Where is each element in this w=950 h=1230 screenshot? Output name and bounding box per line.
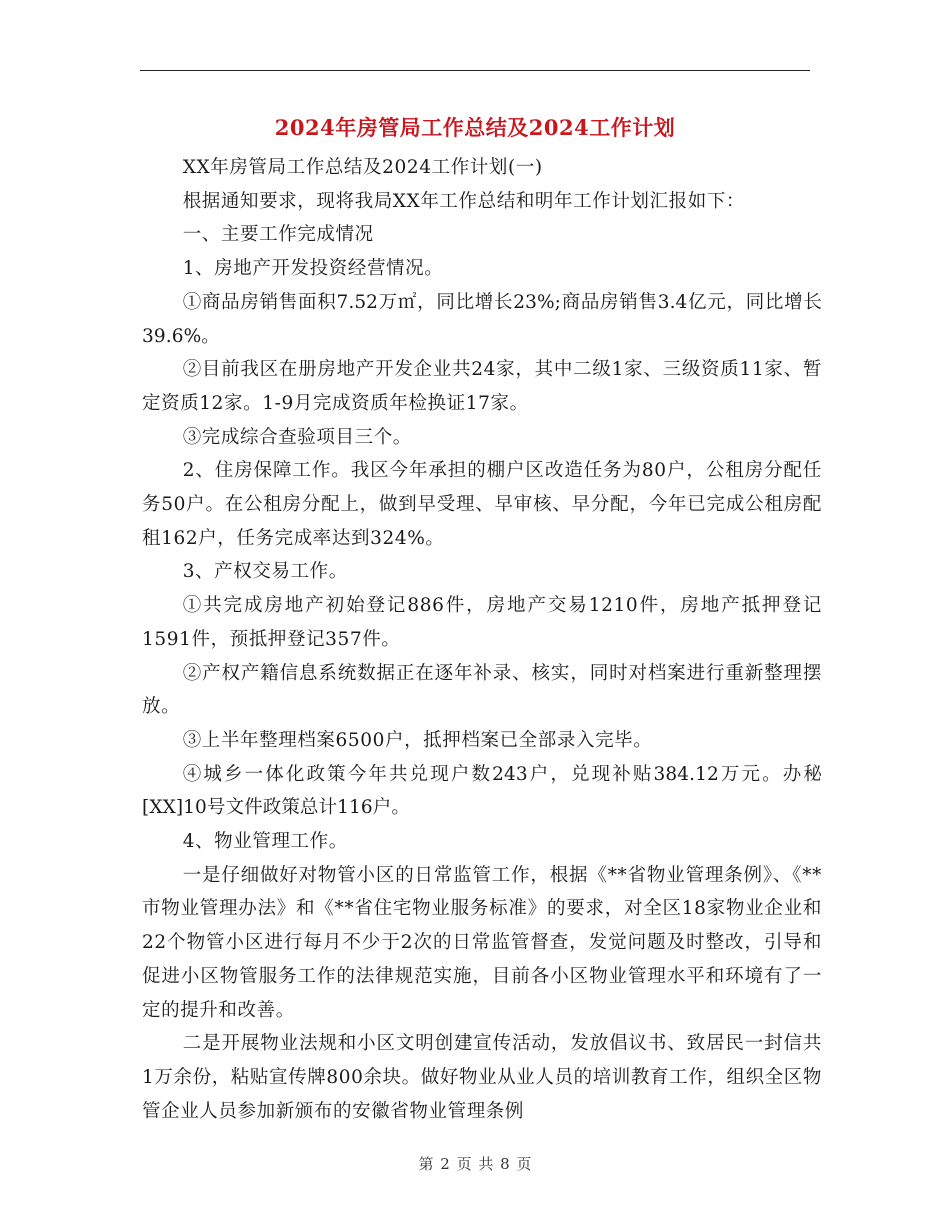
subsection-heading-3: 3、产权交易工作。 bbox=[182, 561, 348, 583]
subsection-heading-4: 4、物业管理工作。 bbox=[182, 831, 348, 853]
paragraph-item: ①共完成房地产初始登记886件，房地产交易1210件，房地产抵押登记1591件，预抵押登记357件。 bbox=[142, 595, 822, 650]
paragraph-item: ③上半年整理档案6500户，抵押档案已全部录入完毕。 bbox=[182, 729, 653, 751]
paragraph-item: 2、住房保障工作。我区今年承担的棚户区改造任务为80户，公租房分配任务50户。在公租房分配上，做到早受理、早审核、早分配，今年已完成公租房配租162户，任务完成率达到324%。 bbox=[142, 460, 822, 549]
paragraph-item: 二是开展物业法规和小区文明创建宣传活动，发放倡议书、致居民一封信共1万余份，粘贴宣传牌800余块。做好物业从业人员的培训教育工作，组织全区物管企业人员参加新颁布的安徽省物业管理条例 bbox=[142, 1033, 822, 1122]
paragraph-item: ②产权产籍信息系统数据正在逐年补录、核实，同时对档案进行重新整理摆放。 bbox=[142, 662, 822, 718]
document-title: 2024年房管局工作总结及2024工作计划 bbox=[274, 115, 676, 140]
paragraph-item: ②目前我区在册房地产开发企业共24家，其中二级1家、三级资质11家、暂定资质12家。1-9月完成资质年检换证17家。 bbox=[142, 359, 822, 414]
section-heading-1: 一、主要工作完成情况 bbox=[182, 224, 374, 246]
paragraph-item: ③完成综合查验项目三个。 bbox=[182, 426, 412, 448]
paragraph-item: 一是仔细做好对物管小区的日常监管工作，根据《**省物业管理条例》、《**市物业管理办法》和《**省住宅物业服务标准》的要求，对全区18家物业企业和22个物管小区进行每月不少于2次的日常监管督查，发觉问题及时整改，引导和促进小区物管服务工作的法律规范实施，目前各小区物业管理水平和环境有了一定的提升和改善。 bbox=[142, 864, 822, 1021]
subsection-heading-1: 1、房地产开发投资经营情况。 bbox=[182, 258, 444, 280]
paragraph-item: ①商品房销售面积7.52万㎡，同比增长23%;商品房销售3.4亿元，同比增长39.6%。 bbox=[142, 291, 822, 347]
page-number-footer: 第 2 页 共 8 页 bbox=[418, 1155, 532, 1173]
document-body bbox=[142, 151, 822, 1128]
header-rule bbox=[140, 70, 810, 71]
paragraph-item: ④城乡一体化政策今年共兑现户数243户，兑现补贴384.12万元。办秘[XX]10号文件政策总计116户。 bbox=[142, 763, 822, 819]
paragraph-intro: 根据通知要求，现将我局XX年工作总结和明年工作计划汇报如下： bbox=[182, 190, 746, 212]
paragraph-subtitle: XX年房管局工作总结及2024工作计划(一) bbox=[182, 157, 543, 178]
